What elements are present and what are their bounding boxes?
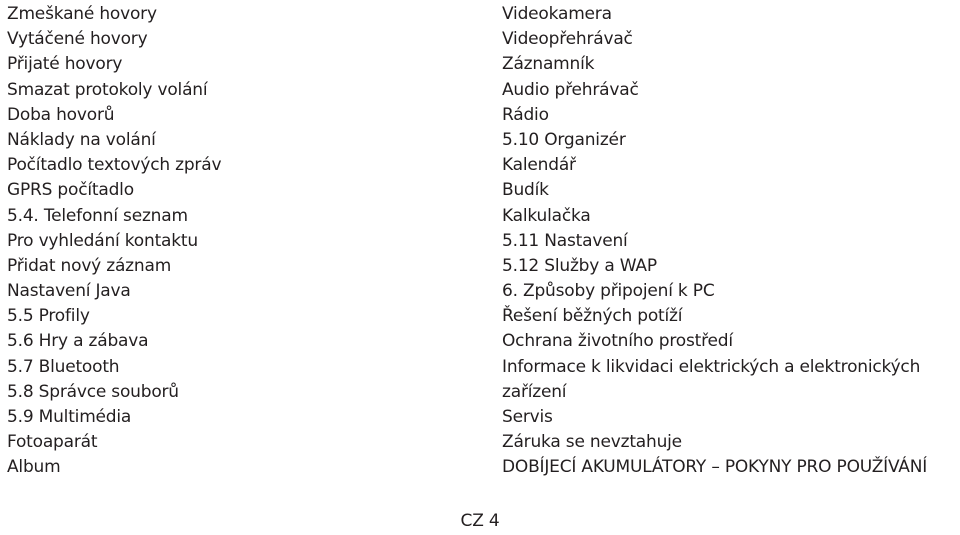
left-toc-column [7, 2, 467, 481]
toc-entry: Videopřehrávač [502, 29, 633, 50]
toc-entry: 5.11 Nastavení [502, 230, 628, 251]
toc-entry: Přidat nový záznam [7, 255, 172, 276]
toc-entry: Přijaté hovory [7, 54, 123, 75]
toc-entry: 6. Způsoby připojení k PC [502, 281, 715, 302]
toc-entry: DOBÍJECÍ AKUMULÁTORY – POKYNY PRO POUŽÍVÁNÍ [502, 457, 928, 478]
toc-entry: Videokamera [502, 4, 612, 24]
toc-entry: Nastavení Java [7, 281, 131, 302]
toc-entry: Kalendář [502, 155, 576, 176]
toc-entry: 5.12 Služby a WAP [502, 255, 657, 276]
toc-entry: 5.8 Správce souborů [7, 381, 179, 402]
toc-entry: Ochrana životního prostředí [502, 331, 733, 352]
toc-entry: GPRS počítadlo [7, 180, 134, 201]
toc-entry: Kalkulačka [502, 205, 591, 226]
toc-entry: Řešení běžných potíží [502, 306, 683, 327]
toc-entry: Smazat protokoly volání [7, 79, 208, 100]
toc-entry: Záruka se nevztahuje [502, 432, 682, 453]
toc-entry: Budík [502, 180, 549, 201]
toc-entry: Fotoaparát [7, 432, 98, 453]
toc-entry: Servis [502, 407, 553, 427]
toc-entry: zařízení [502, 381, 567, 402]
toc-entry: 5.5 Profily [7, 306, 90, 327]
toc-entry: Pro vyhledání kontaktu [7, 230, 198, 251]
toc-entry: Rádio [502, 104, 549, 125]
toc-entry: 5.10 Organizér [502, 129, 626, 150]
toc-entry: Vytáčené hovory [7, 29, 148, 50]
toc-entry: Zmeškané hovory [7, 4, 157, 24]
toc-entry: Album [7, 457, 61, 478]
toc-entry: 5.7 Bluetooth [7, 356, 120, 377]
toc-entry: Náklady na volání [7, 129, 156, 150]
page-number: CZ 4 [460, 511, 500, 531]
toc-entry: 5.6 Hry a zábava [7, 331, 149, 352]
toc-entry: Audio přehrávač [502, 79, 639, 100]
toc-entry: Informace k likvidaci elektrických a elektronických [502, 356, 921, 377]
toc-entry: Počítadlo textových zpráv [7, 155, 222, 176]
toc-entry: 5.9 Multimédia [7, 407, 132, 427]
toc-entry: Záznamník [502, 54, 595, 75]
right-toc-column [502, 2, 957, 481]
toc-entry: Doba hovorů [7, 104, 115, 125]
toc-entry: 5.4. Telefonní seznam [7, 205, 188, 226]
